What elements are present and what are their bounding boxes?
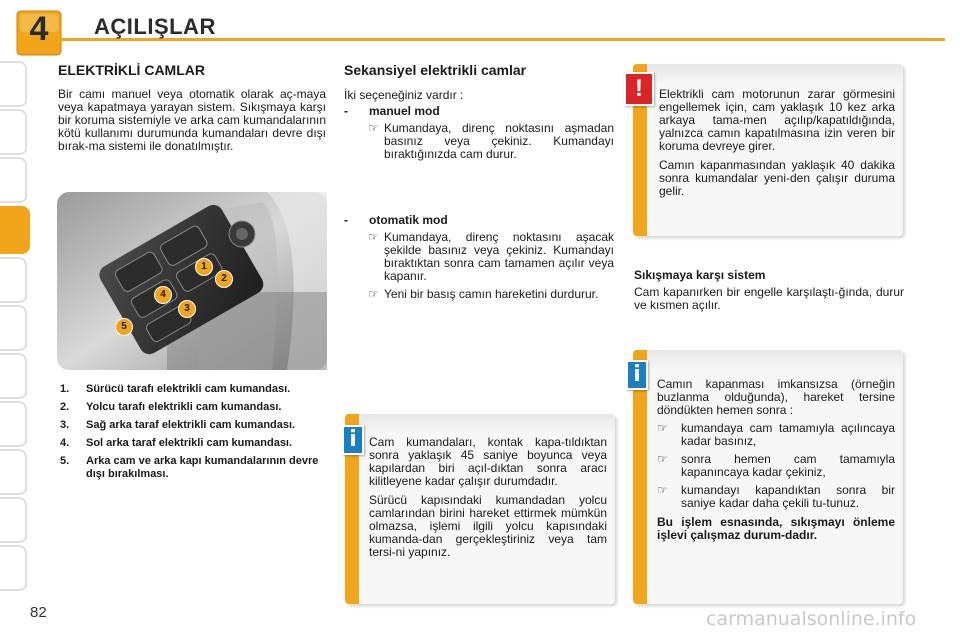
caption-item bbox=[60, 383, 328, 396]
auto-mode-text: Yeni bir basış camın hareketini durdurur. bbox=[384, 287, 599, 301]
info-list-text: kumandayı kapandıktan sonra bir saniye kadar daha çekili tu-tunuz. bbox=[681, 483, 895, 510]
caption-item bbox=[60, 401, 328, 414]
box-header-band bbox=[359, 414, 615, 434]
caption-text: Sürücü tarafı elektrikli cam kumandası. bbox=[86, 383, 291, 395]
photo-label-3: 3 bbox=[178, 300, 196, 318]
info-icon: i bbox=[342, 425, 364, 455]
warning-box-body bbox=[659, 88, 895, 198]
pinch-protection-text: Cam kapanırken bir engelle karşılaştı-ğında, durur ve kısmen açılır. bbox=[634, 285, 904, 312]
options-intro: İki seçeneğiniz vardır : bbox=[344, 88, 464, 102]
info-paragraph: Sürücü kapısındaki kumandadan yolcu camlarından birini hareket ettirmek mümkün olmazsa, işlemi ilgili yolcu kapısındaki kumanda-dan gerçekleştiriniz veya tam tersi-ni yapınız. bbox=[369, 493, 607, 559]
info-list-item bbox=[657, 453, 895, 479]
side-tab-8[interactable] bbox=[0, 400, 30, 448]
caption-item bbox=[60, 455, 328, 481]
manual-mode-text: Kumandaya, direnç noktasını aşmadan basınız veya çekiniz. Kumandayı bıraktığınızda cam durur. bbox=[384, 121, 614, 161]
caption-text: Arka cam ve arka kapı kumandalarının devre dışı bırakılması. bbox=[86, 455, 319, 480]
caption-item bbox=[60, 419, 328, 432]
hand-bullet-icon: ☞ bbox=[657, 483, 668, 497]
manual-mode-item bbox=[368, 122, 614, 161]
auto-mode-item bbox=[368, 231, 614, 283]
intro-paragraph: Bir camı manuel veya otomatik olarak aç-maya veya kapatmaya yarayan sistem. Sıkışmaya karşı bir koruma sistemiyle ve arka cam kumandalarının kötü kullanımı durumunda kumandaları devre dışı bırak-ma sistemi ile donatılmıştır. bbox=[58, 87, 326, 153]
side-tab-7[interactable] bbox=[0, 352, 30, 400]
side-tab-11[interactable] bbox=[0, 544, 30, 592]
caption-text: Sol arka taraf elektrikli cam kumandası. bbox=[86, 437, 293, 449]
side-tab-6[interactable] bbox=[0, 304, 30, 352]
hand-bullet-icon: ☞ bbox=[368, 121, 379, 135]
info-box-timing bbox=[345, 414, 615, 604]
side-tab-9[interactable] bbox=[0, 448, 30, 496]
info-box-timing-body bbox=[369, 436, 607, 559]
side-tab-5[interactable] bbox=[0, 256, 30, 304]
info-list-item bbox=[657, 484, 895, 510]
side-tab-1[interactable] bbox=[0, 60, 30, 108]
info-paragraph: Cam kumandaları, kontak kapa-tıldıktan sonra yaklaşık 45 saniye boyunca veya kapılardan biri açıl-dıktan sonra aracı kilitleyene kadar çalışır durumdadır. bbox=[369, 435, 607, 488]
info-list-item bbox=[657, 422, 895, 448]
caption-number: 4. bbox=[60, 437, 70, 449]
hand-bullet-icon: ☞ bbox=[657, 452, 668, 466]
info-box-pinch bbox=[633, 350, 903, 604]
caption-number: 2. bbox=[60, 401, 70, 413]
info-box-pinch-body bbox=[657, 378, 895, 542]
chapter-badge bbox=[14, 8, 64, 58]
hand-bullet-icon: ☞ bbox=[368, 230, 379, 244]
manual-mode-heading bbox=[344, 104, 614, 118]
caption-item bbox=[60, 437, 328, 450]
hand-bullet-icon: ☞ bbox=[657, 421, 668, 435]
caption-text: Sağ arka taraf elektrikli cam kumandası. bbox=[86, 419, 296, 431]
watermark: carmanualsonline.info bbox=[706, 608, 917, 630]
window-controls-photo bbox=[57, 192, 327, 370]
manual-mode-label: manuel mod bbox=[369, 104, 440, 118]
auto-mode-item bbox=[368, 288, 614, 301]
page-title: AÇILIŞLAR bbox=[94, 14, 216, 39]
auto-mode-text: Kumandaya, direnç noktasını aşacak şekilde basınız veya çekiniz. Kumandayı bıraktıktan sonra cam tamamen açılır veya kapanır. bbox=[384, 230, 614, 283]
chapter-number: 4 bbox=[29, 10, 49, 48]
section-heading-sequential: Sekansiyel elektrikli camlar bbox=[344, 62, 527, 78]
info-bold-note: Bu işlem esnasında, sıkışmayı önleme işlevi çalışmaz durum-dadır. bbox=[657, 515, 895, 542]
caption-number: 1. bbox=[60, 383, 70, 395]
side-tab-3[interactable] bbox=[0, 156, 30, 204]
side-tab-10[interactable] bbox=[0, 496, 30, 544]
box-header-band bbox=[647, 64, 903, 84]
info-list-text: kumandaya cam tamamıyla açılıncaya kadar basınız, bbox=[681, 421, 895, 448]
warning-icon: ! bbox=[624, 72, 654, 106]
auto-mode-label: otomatik mod bbox=[369, 213, 448, 227]
caption-text: Yolcu tarafı elektrikli cam kumandası. bbox=[86, 401, 282, 413]
photo-label-4: 4 bbox=[154, 286, 172, 304]
section-heading-electric-windows: ELEKTRİKLİ CAMLAR bbox=[58, 62, 205, 78]
side-tab-2[interactable] bbox=[0, 108, 30, 156]
caption-number: 5. bbox=[60, 455, 70, 467]
info-intro: Camın kapanması imkansızsa (örneğin buzlanma olduğunda), hareket tersine döndükten hemen sonra : bbox=[657, 377, 895, 417]
side-tab-active[interactable] bbox=[0, 206, 30, 254]
dash: - bbox=[344, 104, 348, 118]
info-list-text: sonra hemen cam tamamıyla kapanıncaya kadar çekiniz, bbox=[681, 452, 895, 479]
manual-mode-block bbox=[344, 104, 614, 161]
photo-label-2: 2 bbox=[215, 270, 233, 288]
warning-box bbox=[633, 64, 903, 236]
warning-paragraph: Elektrikli cam motorunun zarar görmesini engellemek için, cam yaklaşık 10 kez arka arkaya tama-men açılıp/kapatıldığında, yalnızca camın kapatılmasına izin veren bir koruma devreye girer. bbox=[659, 87, 895, 153]
box-header-band bbox=[647, 350, 903, 370]
dash: - bbox=[344, 213, 348, 227]
auto-mode-block bbox=[344, 213, 614, 301]
caption-number: 3. bbox=[60, 419, 70, 431]
photo-label-1: 1 bbox=[195, 258, 213, 276]
photo-label-5: 5 bbox=[115, 318, 133, 336]
pinch-protection-heading: Sıkışmaya karşı sistem bbox=[634, 268, 766, 282]
auto-mode-heading bbox=[344, 213, 614, 227]
photo-caption-list bbox=[60, 383, 328, 486]
page-number: 82 bbox=[30, 604, 47, 621]
hand-bullet-icon: ☞ bbox=[368, 287, 379, 301]
warning-paragraph: Camın kapanmasından yaklaşık 40 dakika sonra kumandalar yeni-den çalışır duruma gelir. bbox=[659, 158, 895, 198]
info-icon: i bbox=[626, 360, 648, 390]
